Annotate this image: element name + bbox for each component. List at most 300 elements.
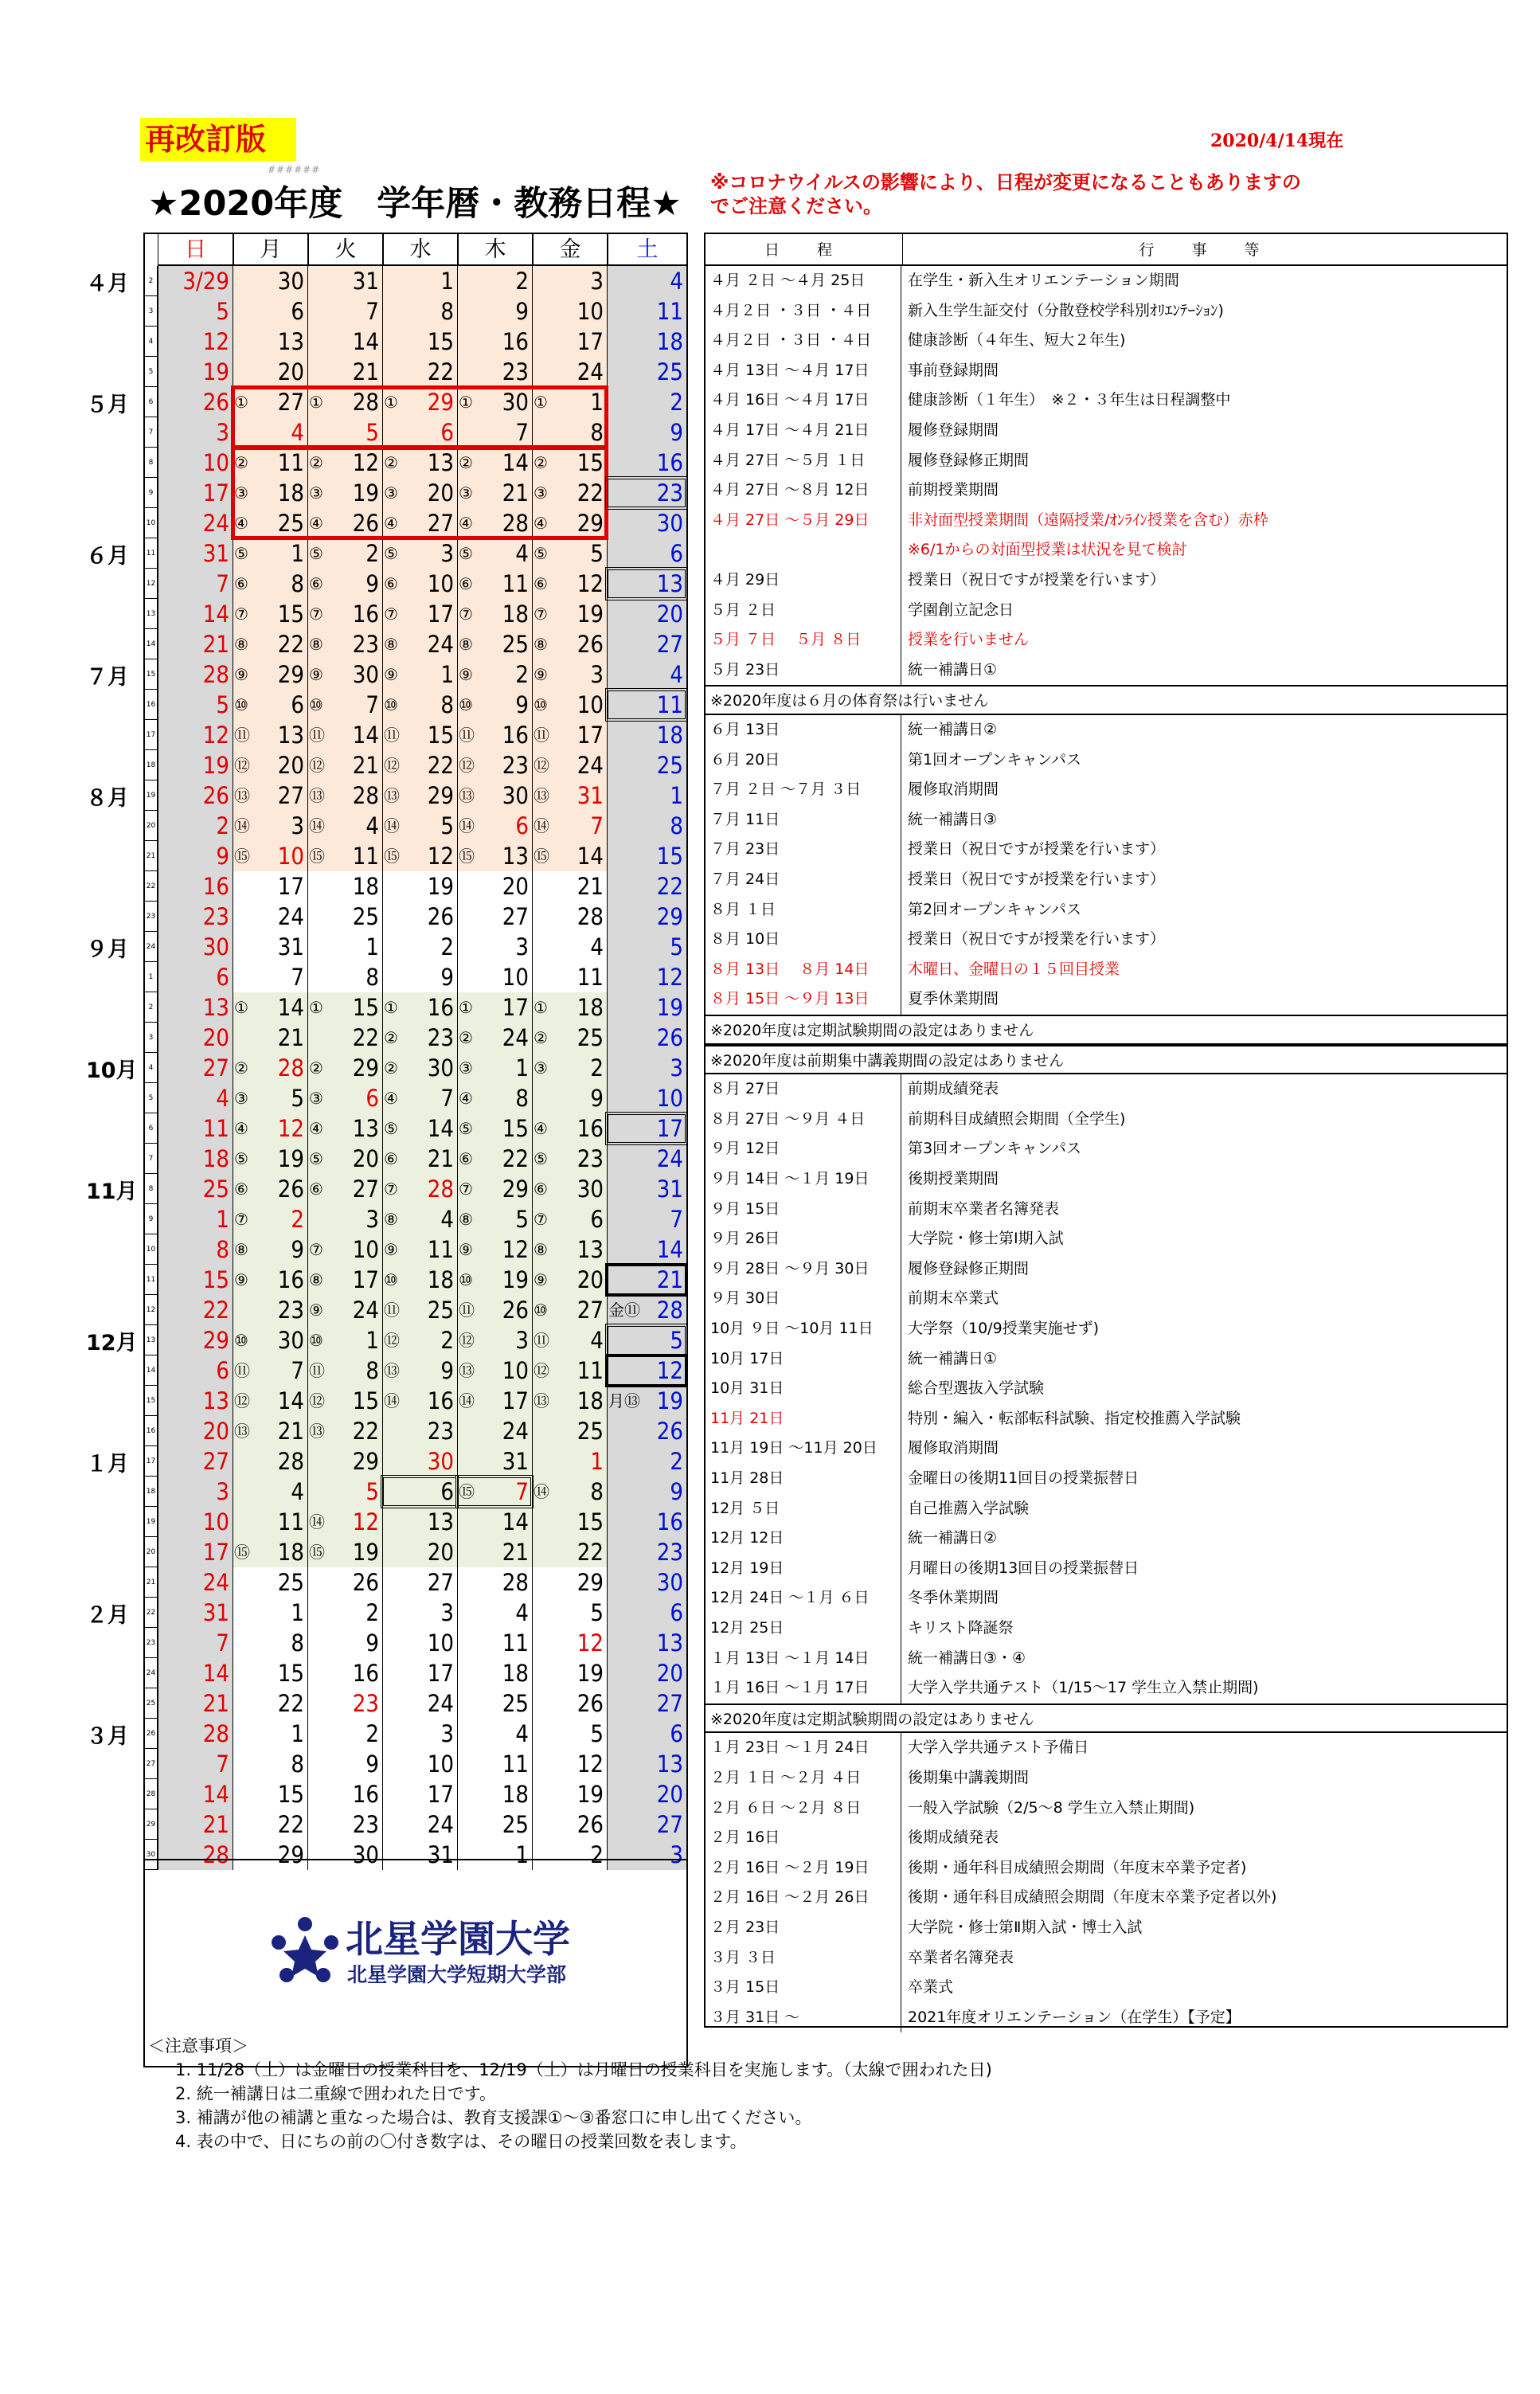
calendar-day-cell <box>607 720 686 750</box>
class-count-mark: ⑮ <box>459 1482 475 1501</box>
class-count-mark: ③ <box>459 483 473 503</box>
day-number: 25 <box>427 1297 454 1324</box>
schedule-date: ８月 10日 <box>706 925 901 955</box>
day-number: 8 <box>590 419 604 446</box>
calendar-day-cell <box>532 659 607 690</box>
calendar-day-cell <box>607 1053 686 1083</box>
day-number: 21 <box>502 1539 529 1566</box>
month-label: ９月 <box>86 937 129 962</box>
day-number: 6 <box>440 1478 454 1505</box>
schedule-date: 10月 ９日 ～10月 11日 <box>706 1314 901 1344</box>
schedule-date: ４月 27日 ～５月 29日 <box>706 506 901 536</box>
week-number: 5 <box>145 357 158 387</box>
calendar-day-cell <box>457 841 532 871</box>
schedule-event: 卒業式 <box>908 1978 954 1997</box>
class-count-mark: ⑤ <box>234 1149 248 1168</box>
day-number: 24 <box>202 510 229 537</box>
schedule-date: ３月 15日 <box>706 1973 901 2003</box>
day-number: 3 <box>670 1841 683 1868</box>
day-number: 14 <box>656 1236 683 1263</box>
day-number: 18 <box>502 600 529 628</box>
week-number: 24 <box>145 1658 158 1688</box>
day-number: 20 <box>656 1781 683 1808</box>
calendar-day-cell <box>532 1507 607 1537</box>
calendar-day-cell <box>233 1598 307 1628</box>
calendar-day-cell <box>158 932 233 962</box>
day-number: 2 <box>365 1720 379 1747</box>
day-number: 6 <box>291 298 304 325</box>
day-number: 2 <box>440 1327 454 1354</box>
day-number: 11 <box>502 570 529 597</box>
class-count-mark: ⑦ <box>534 1210 548 1229</box>
calendar-day-cell <box>233 629 307 659</box>
day-number: 22 <box>427 752 454 779</box>
schedule-row <box>706 1973 1507 2003</box>
schedule-date: ２月 16日 ～２月 19日 <box>706 1853 901 1884</box>
schedule-event: 後期・通年科目成績照会期間（年度末卒業予定者以外) <box>908 1888 1277 1907</box>
calendar-day-cell <box>532 538 607 569</box>
schedule-row <box>706 1733 1507 1763</box>
calendar-day-cell <box>233 1113 307 1144</box>
calendar-day-cell <box>307 1265 382 1295</box>
day-number: 10 <box>656 1085 683 1112</box>
class-count-mark: ⑫ <box>384 756 400 775</box>
weekday-6: 土 <box>607 234 686 266</box>
day-number: 21 <box>277 1024 304 1051</box>
day-number: 15 <box>577 1508 604 1535</box>
week-number: 28 <box>145 1779 158 1809</box>
day-number: 16 <box>502 722 529 749</box>
calendar-day-cell <box>307 538 382 569</box>
day-number: 22 <box>352 1024 379 1051</box>
day-number: 3 <box>365 1206 379 1233</box>
schedule-row <box>706 1853 1507 1884</box>
schedule-event: 大学入学共通テスト予備日 <box>908 1739 1089 1757</box>
day-number: 17 <box>502 994 529 1021</box>
calendar-day-cell <box>158 841 233 871</box>
day-number: 15 <box>427 722 454 749</box>
schedule-event: 一般入学試験（2/5～8 学生立入禁止期間) <box>908 1798 1195 1817</box>
class-count-mark: ⑦ <box>234 604 248 624</box>
schedule-event: 履修取消期間 <box>908 1439 999 1457</box>
schedule-row <box>706 535 1507 565</box>
class-count-mark: ④ <box>459 514 473 533</box>
calendar-day-cell <box>607 599 686 629</box>
day-number: 12 <box>656 964 683 991</box>
day-number: 17 <box>427 1660 454 1687</box>
calendar-day-cell <box>457 1144 532 1174</box>
day-number: 4 <box>440 1206 454 1233</box>
calendar-day-cell <box>233 357 307 387</box>
class-count-mark: ① <box>309 393 323 412</box>
calendar-week-row <box>145 811 686 841</box>
day-number: 7 <box>515 419 529 446</box>
day-number: 6 <box>365 1085 379 1112</box>
calendar-day-cell <box>607 841 686 871</box>
make-up-day-frame <box>605 476 688 510</box>
day-number: 5 <box>365 419 379 446</box>
day-number: 8 <box>440 691 454 718</box>
day-number: 24 <box>577 752 604 779</box>
schedule-event: 大学院・修士第Ⅱ期入試・博士入試 <box>908 1919 1143 1936</box>
calendar-day-cell <box>607 659 686 690</box>
day-number: 10 <box>577 298 604 325</box>
day-number: 3 <box>590 661 604 688</box>
day-number: 7 <box>216 1629 229 1657</box>
calendar-day-cell <box>158 1204 233 1234</box>
class-count-mark: ⑩ <box>234 1331 248 1350</box>
day-number: 5 <box>670 1327 683 1354</box>
schedule-event: 在学生・新入生オリエンテーション期間 <box>908 272 1179 289</box>
calendar-day-cell <box>607 508 686 538</box>
day-number: 11 <box>502 1751 529 1778</box>
schedule-row <box>706 1074 1507 1105</box>
calendar-day-cell <box>233 1779 307 1809</box>
class-count-mark: ③ <box>459 1058 473 1078</box>
week-number: 16 <box>145 690 158 720</box>
schedule-row <box>706 625 1507 655</box>
week-number: 25 <box>145 1688 158 1719</box>
calendar-day-cell <box>158 1507 233 1537</box>
calendar-day-cell <box>158 1083 233 1113</box>
calendar-day-cell <box>307 1144 382 1174</box>
schedule-row <box>706 865 1507 895</box>
calendar-day-cell <box>233 599 307 629</box>
as-of-date: 2020/4/14現在 <box>1210 131 1344 151</box>
day-number: 12 <box>577 1751 604 1778</box>
class-count-mark: ④ <box>234 514 248 533</box>
schedule-row <box>706 925 1507 955</box>
calendar-day-cell <box>233 871 307 902</box>
class-count-mark: ⑫ <box>459 1331 475 1350</box>
calendar-day-cell <box>158 417 233 448</box>
schedule-note: ※2020年度は定期試験期間の設定はありません <box>706 1015 1507 1045</box>
calendar-day-cell <box>307 1325 382 1355</box>
day-number: 23 <box>352 1811 379 1838</box>
calendar-day-cell <box>158 720 233 750</box>
class-count-mark: ① <box>309 998 323 1017</box>
week-number: 23 <box>145 1628 158 1658</box>
class-count-mark: ② <box>309 453 323 472</box>
day-number: 7 <box>440 1085 454 1112</box>
calendar-week-row <box>145 1749 686 1779</box>
class-count-mark: ⑫ <box>534 1361 549 1380</box>
schedule-row <box>706 745 1507 776</box>
day-number: 14 <box>502 1508 529 1535</box>
calendar-day-cell <box>607 1688 686 1719</box>
day-number: 3 <box>590 268 604 295</box>
day-number: 31 <box>577 782 604 809</box>
calendar-day-cell <box>532 1628 607 1658</box>
day-number: 30 <box>277 1327 304 1354</box>
calendar-day-cell <box>457 1325 532 1355</box>
day-number: 18 <box>277 479 304 507</box>
calendar-week-row <box>145 1083 686 1113</box>
day-number: 23 <box>352 631 379 658</box>
week-number: 17 <box>145 720 158 750</box>
class-count-mark: ⑦ <box>309 1240 323 1259</box>
day-number: 2 <box>515 661 529 688</box>
calendar-day-cell <box>457 1355 532 1386</box>
week-number: 29 <box>145 1809 158 1840</box>
day-number: 1 <box>515 1054 529 1082</box>
day-number: 8 <box>590 1478 604 1505</box>
class-count-mark: ⑦ <box>384 1179 398 1199</box>
day-number: 4 <box>291 419 304 446</box>
schedule-event: 第2回オープンキャンパス <box>908 900 1082 918</box>
calendar-day-cell <box>307 1809 382 1840</box>
day-number: 17 <box>656 1115 683 1142</box>
day-number: 17 <box>352 1266 379 1293</box>
day-number: 23 <box>352 1690 379 1717</box>
calendar-day-cell <box>457 1265 532 1295</box>
schedule-row <box>706 955 1507 985</box>
schedule-event: 前期末卒業者名簿発表 <box>908 1199 1060 1218</box>
calendar-day-cell <box>532 599 607 629</box>
calendar-week-row <box>145 538 686 569</box>
class-count-mark: ⑮ <box>234 1543 250 1562</box>
calendar-day-cell <box>382 357 457 387</box>
schedule-date: ５月 ２日 <box>706 596 901 626</box>
day-number: 16 <box>202 873 229 900</box>
calendar-week-row <box>145 1053 686 1083</box>
day-number: 29 <box>427 782 454 809</box>
schedule-date: ８月 27日 ～９月 ４日 <box>706 1105 901 1135</box>
week-number: 13 <box>145 1325 158 1355</box>
calendar-day-cell <box>158 296 233 327</box>
day-number: 2 <box>365 1599 379 1626</box>
calendar-day-cell <box>457 599 532 629</box>
schedule-row <box>706 1823 1507 1853</box>
schedule-row <box>706 1913 1507 1943</box>
day-number: 26 <box>427 903 454 930</box>
class-count-mark: ④ <box>384 514 398 533</box>
day-number: 17 <box>277 873 304 900</box>
day-number: 8 <box>216 1236 229 1263</box>
week-number: 22 <box>145 1598 158 1628</box>
schedule-event: 大学入学共通テスト（1/15～17 学生立入禁止期間) <box>908 1679 1259 1697</box>
calendar-day-cell <box>158 599 233 629</box>
day-number: 25 <box>352 903 379 930</box>
notes-section <box>148 2034 992 2153</box>
calendar-day-cell <box>532 357 607 387</box>
schedule-date: ７月 11日 <box>706 805 901 835</box>
day-number: 12 <box>577 570 604 597</box>
calendar-day-cell <box>532 690 607 720</box>
day-number: 13 <box>427 1508 454 1535</box>
calendar-day-cell <box>382 811 457 841</box>
calendar-day-cell <box>307 1779 382 1809</box>
day-number: 11 <box>277 449 304 476</box>
day-number: 9 <box>365 1751 379 1778</box>
day-number: 18 <box>352 873 379 900</box>
calendar-day-cell <box>457 538 532 569</box>
day-number: 27 <box>427 1569 454 1596</box>
day-number: 24 <box>277 903 304 930</box>
calendar-day-cell <box>382 1234 457 1265</box>
week-number: 1 <box>145 962 158 992</box>
schedule-note: ※2020年度は６月の体育祭は行いません <box>706 685 1507 715</box>
calendar-day-cell <box>233 1507 307 1537</box>
day-number: 21 <box>427 1145 454 1172</box>
schedule-date: ４月 16日 ～４月 17日 <box>706 385 901 416</box>
calendar-day-cell <box>233 1295 307 1325</box>
calendar-day-cell <box>158 1053 233 1083</box>
day-number: 7 <box>291 1357 304 1384</box>
calendar-day-cell <box>158 962 233 992</box>
calendar-day-cell <box>307 1023 382 1053</box>
day-number: 20 <box>577 1266 604 1293</box>
day-number: 22 <box>277 1811 304 1838</box>
day-number: 12 <box>577 1629 604 1657</box>
day-number: 24 <box>202 1569 229 1596</box>
calendar-day-cell <box>457 1749 532 1779</box>
class-count-mark: ⑩ <box>234 695 248 714</box>
class-count-mark: ⑭ <box>534 1482 549 1501</box>
calendar-day-cell <box>607 1658 686 1688</box>
day-number: 25 <box>577 1024 604 1051</box>
day-number: 27 <box>502 903 529 930</box>
substitute-day-frame <box>605 1354 688 1387</box>
schedule-event: 前期授業期間 <box>908 481 999 499</box>
calendar-day-cell <box>607 871 686 902</box>
day-number: 26 <box>352 1569 379 1596</box>
schedule-row <box>706 1134 1507 1164</box>
schedule-event: 卒業者名簿発表 <box>908 1948 1014 1966</box>
calendar-day-cell <box>532 327 607 357</box>
calendar-day-cell <box>532 750 607 780</box>
day-number: 2 <box>590 1841 604 1868</box>
class-count-mark: ⑭ <box>459 816 475 835</box>
day-number: 24 <box>427 1690 454 1717</box>
class-count-mark: ② <box>534 1028 548 1047</box>
weekday-1: 月 <box>233 234 307 266</box>
day-number: 11 <box>502 1629 529 1657</box>
day-number: 3 <box>216 419 229 446</box>
week-number: 9 <box>145 478 158 508</box>
schedule-date: ７月 ２日 ～７月 ３日 <box>706 775 901 805</box>
calendar-day-cell <box>382 1537 457 1567</box>
schedule-event: 2021年度オリエンテーション（在学生）【予定】 <box>908 2008 1241 2026</box>
week-number: 14 <box>145 629 158 659</box>
schedule-row <box>706 655 1507 686</box>
calendar-day-cell <box>233 1658 307 1688</box>
calendar-week-row <box>145 992 686 1023</box>
calendar-day-cell <box>457 1023 532 1053</box>
calendar-day-cell <box>607 1628 686 1658</box>
schedule-table <box>704 233 1508 2028</box>
class-count-mark: ⑪ <box>384 1301 400 1320</box>
calendar-day-cell <box>307 1537 382 1567</box>
day-number: 19 <box>202 752 229 779</box>
day-number: 30 <box>656 510 683 537</box>
star-logo-icon <box>269 1916 341 1988</box>
calendar-day-cell <box>607 1507 686 1537</box>
day-number: 13 <box>656 570 683 597</box>
week-number: 4 <box>145 327 158 357</box>
day-number: 24 <box>502 1418 529 1445</box>
week-number: 2 <box>145 992 158 1023</box>
calendar-day-cell <box>532 1749 607 1779</box>
day-number: 7 <box>670 1206 683 1233</box>
schedule-row <box>706 2003 1507 2033</box>
schedule-event: 夏季休業期間 <box>908 990 999 1008</box>
calendar-day-cell <box>457 1204 532 1234</box>
calendar-day-cell <box>158 327 233 357</box>
day-number: 16 <box>352 1781 379 1808</box>
schedule-date: ９月 26日 <box>706 1224 901 1254</box>
day-number: 11 <box>277 1508 304 1535</box>
calendar-day-cell <box>307 659 382 690</box>
calendar-day-cell <box>532 1234 607 1265</box>
week-number: 12 <box>145 1295 158 1325</box>
calendar-day-cell <box>382 932 457 962</box>
day-number: 6 <box>216 964 229 991</box>
class-count-mark: ⑮ <box>234 847 250 866</box>
class-count-mark: ⑦ <box>459 1179 473 1199</box>
day-number: 13 <box>277 722 304 749</box>
week-number: 5 <box>145 1083 158 1113</box>
day-number: 1 <box>515 1841 529 1868</box>
calendar-day-cell <box>233 1416 307 1446</box>
schedule-event: 学園創立記念日 <box>908 600 1014 619</box>
day-number: 21 <box>352 752 379 779</box>
class-count-mark: ⑭ <box>384 816 400 835</box>
week-number: 19 <box>145 1507 158 1537</box>
day-number: 30 <box>427 1448 454 1475</box>
calendar-week-row <box>145 1295 686 1325</box>
class-count-mark: ⑬ <box>459 1361 475 1380</box>
class-count-mark: ⑦ <box>459 604 473 624</box>
week-number: 9 <box>145 1204 158 1234</box>
day-number: 26 <box>656 1418 683 1445</box>
calendar-day-cell <box>158 690 233 720</box>
day-number: 23 <box>427 1418 454 1445</box>
covid-notice <box>710 170 1507 218</box>
schedule-note: ※2020年度は前期集中講義期間の設定はありません <box>706 1045 1507 1075</box>
calendar-week-row <box>145 1719 686 1749</box>
calendar-day-cell <box>607 932 686 962</box>
schedule-event: 授業日（祝日ですが授業を行います） <box>908 930 1166 949</box>
calendar-day-cell <box>307 1234 382 1265</box>
class-count-mark: 金⑪ <box>608 1301 640 1320</box>
day-number: 22 <box>656 873 683 900</box>
calendar-day-cell <box>532 811 607 841</box>
day-number: 28 <box>577 903 604 930</box>
day-number: 18 <box>577 994 604 1021</box>
calendar-day-cell <box>158 1174 233 1204</box>
class-count-mark: ① <box>459 393 473 412</box>
schedule-date: ４月 ２日 ～４月 25日 <box>706 266 901 296</box>
day-number: 12 <box>656 1357 683 1384</box>
calendar-day-cell <box>532 1204 607 1234</box>
weekday-5: 金 <box>532 234 607 266</box>
day-number: 20 <box>277 752 304 779</box>
day-number: 8 <box>365 964 379 991</box>
week-number: 21 <box>145 1567 158 1598</box>
calendar-day-cell <box>532 992 607 1023</box>
schedule-event: 後期集中講義期間 <box>908 1769 1030 1786</box>
day-number: 24 <box>502 1024 529 1051</box>
day-number: 14 <box>352 328 379 355</box>
week-number: 12 <box>145 569 158 599</box>
schedule-event: 前期末卒業式 <box>908 1289 999 1308</box>
schedule-date: ９月 14日 ～１月 19日 <box>706 1164 901 1195</box>
calendar-day-cell <box>457 780 532 811</box>
day-number: 16 <box>277 1266 304 1293</box>
weekday-0: 日 <box>158 234 233 266</box>
class-count-mark: ③ <box>309 1089 323 1108</box>
